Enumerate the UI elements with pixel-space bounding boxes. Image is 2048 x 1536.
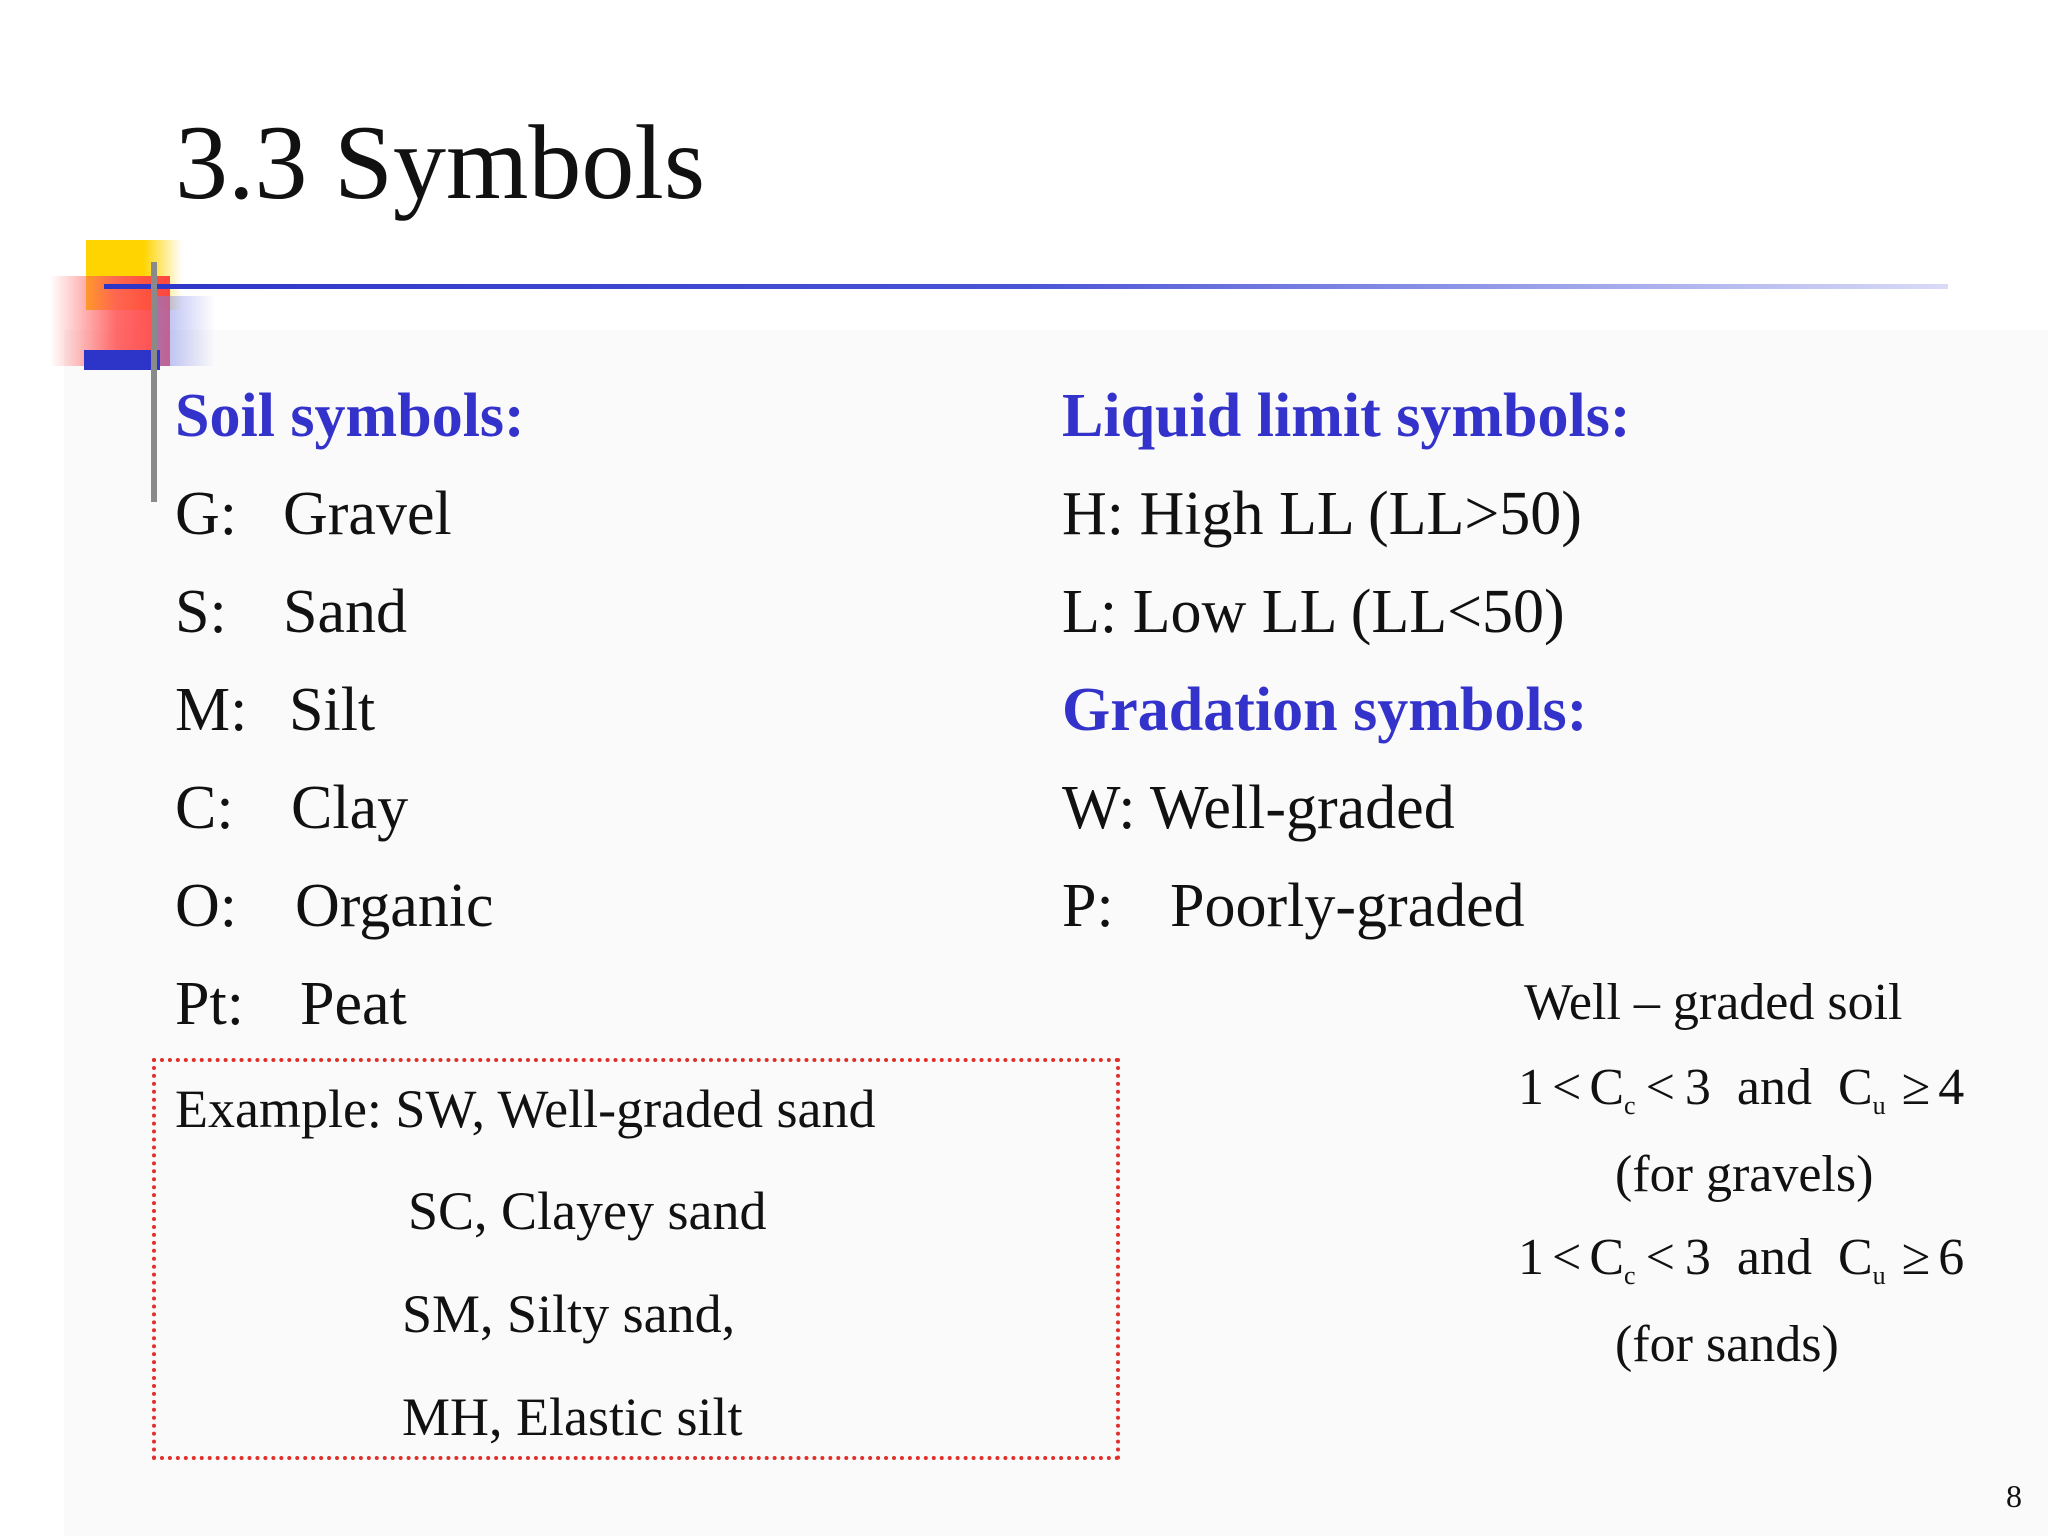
symbol-label: Well-graded (1149, 774, 1455, 842)
soil-symbol-item (175, 857, 525, 955)
soil-symbols-heading: Soil symbols: (175, 382, 525, 450)
soil-symbol-item (175, 563, 525, 661)
soil-symbol-item (175, 759, 525, 857)
symbol-label: Organic (295, 872, 494, 940)
symbol-code: L: (1062, 578, 1118, 646)
symbol-label: Peat (300, 970, 407, 1038)
soil-symbols-column (175, 367, 525, 1053)
example-line: Example: SW, Well-graded sand (175, 1079, 876, 1139)
symbol-label: Low LL (LL<50) (1132, 578, 1565, 646)
soil-symbol-item (175, 465, 525, 563)
example-line: SC, Clayey sand (408, 1181, 767, 1241)
symbol-label: Poorly-graded (1170, 872, 1525, 940)
liquid-limit-heading: Liquid limit symbols: (1062, 382, 1631, 450)
symbol-code: O: (175, 872, 237, 940)
liquid-limit-item (1062, 465, 1630, 563)
decor-blue-glow (155, 296, 215, 366)
symbol-code: G: (175, 480, 237, 548)
symbol-code: M: (175, 676, 248, 744)
sand-note: (for sands) (1615, 1316, 1839, 1373)
symbol-code: C: (175, 774, 234, 842)
gradation-heading: Gradation symbols: (1062, 676, 1588, 744)
gradation-item (1062, 759, 1630, 857)
symbol-code: P: (1062, 872, 1114, 940)
example-line: MH, Elastic silt (402, 1387, 743, 1447)
soil-symbol-item (175, 661, 525, 759)
decor-blue-bar (84, 350, 160, 370)
symbol-code: Pt: (175, 970, 244, 1038)
page-number: 8 (2006, 1478, 2022, 1514)
symbols-right-column (1062, 367, 1630, 955)
symbol-label: Gravel (283, 480, 452, 548)
symbol-label: Silt (289, 676, 376, 744)
decor-vertical-line (151, 262, 157, 502)
soil-symbol-item (175, 955, 525, 1053)
example-line: SM, Silty sand, (402, 1284, 736, 1344)
gradation-item (1062, 857, 1630, 955)
symbol-label: Sand (283, 578, 407, 646)
gravel-criterion: $1 < C_c < 3$ and $C_u \ge 4$ (1518, 1059, 1965, 1120)
symbol-code: H: (1062, 480, 1124, 548)
sand-criterion: $1 < C_c < 3$ and $C_u \ge 6$ (1518, 1229, 1965, 1290)
symbol-code: S: (175, 578, 227, 646)
liquid-limit-item (1062, 563, 1630, 661)
criteria-title: Well – graded soil (1524, 974, 1903, 1031)
slide-title: 3.3 Symbols (175, 104, 706, 221)
symbol-label: Clay (291, 774, 409, 842)
symbol-code: W: (1062, 774, 1136, 842)
title-rule (104, 284, 1948, 289)
gravel-note: (for gravels) (1615, 1146, 1874, 1203)
symbol-label: High LL (LL>50) (1139, 480, 1582, 548)
